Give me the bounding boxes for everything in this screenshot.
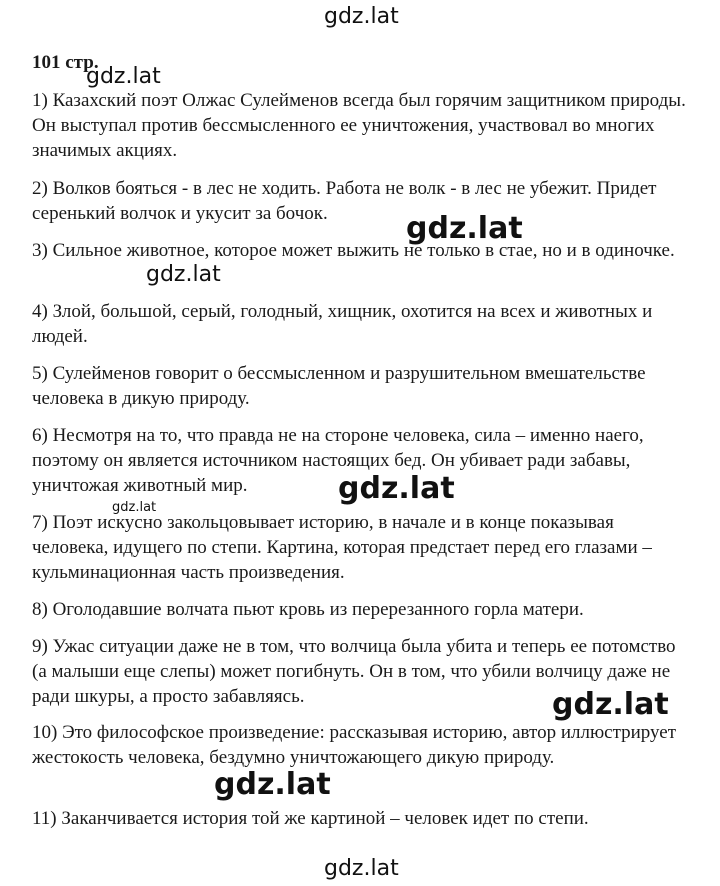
answer-9: 9) Ужас ситуации даже не в том, что волчица была убита и теперь ее потомство (а малыши еще слепы) может погибнуть. Он в том, что убили волчицу даже не ради шкуры, а просто забавляясь. (32, 636, 676, 707)
watermark-7: gdz.lat (214, 767, 331, 802)
watermark-bottom: gdz.lat (324, 856, 399, 881)
answer-5: 5) Сулейменов говорит о бессмысленном и разрушительном вмешательстве человека в дикую природу. (32, 363, 646, 409)
watermark-1: gdz.lat (86, 64, 161, 89)
page-number: 101 стр. (32, 52, 99, 73)
watermark-6: gdz.lat (552, 687, 669, 722)
answer-2: 2) Волков бояться - в лес не ходить. Работа не волк - в лес не убежит. Придет серенький волчок и укусит за бочок. (32, 178, 657, 224)
watermark-5: gdz.lat (112, 500, 157, 515)
answer-6: 6) Несмотря на то, что правда не на стороне человека, сила – именно наего, поэтому он является источником настоящих бед. Он убивает ради забавы, уничтожая животный мир. (32, 425, 644, 496)
watermark-top: gdz.lat (324, 4, 399, 29)
watermark-3: gdz.lat (146, 262, 221, 287)
answer-7: 7) Поэт искусно закольцовывает историю, в начале и в конце показывая человека, идущего по степи. Картина, которая предстает перед его глазами – кульминационная часть произведения. (32, 512, 652, 583)
answer-10: 10) Это философское произведение: рассказывая историю, автор иллюстрирует жестокость человека, бездумно уничтожающего дикую природу. (32, 722, 677, 768)
answer-4: 4) Злой, большой, серый, голодный, хищник, охотится на всех и животных и людей. (32, 301, 653, 347)
answer-1: 1) Казахский поэт Олжас Сулейменов всегда был горячим защитником природы. Он выступал против бессмысленного ее уничтожения, участвовал во многих значимых акциях. (32, 90, 686, 161)
answer-11: 11) Заканчивается история той же картиной – человек идет по степи. (32, 808, 589, 829)
watermark-4: gdz.lat (338, 471, 455, 506)
watermark-2: gdz.lat (406, 211, 523, 246)
answer-8: 8) Оголодавшие волчата пьют кровь из перерезанного горла матери. (32, 599, 584, 620)
answer-3: 3) Сильное животное, которое может выжить не только в стае, но и в одиночке. (32, 240, 675, 261)
